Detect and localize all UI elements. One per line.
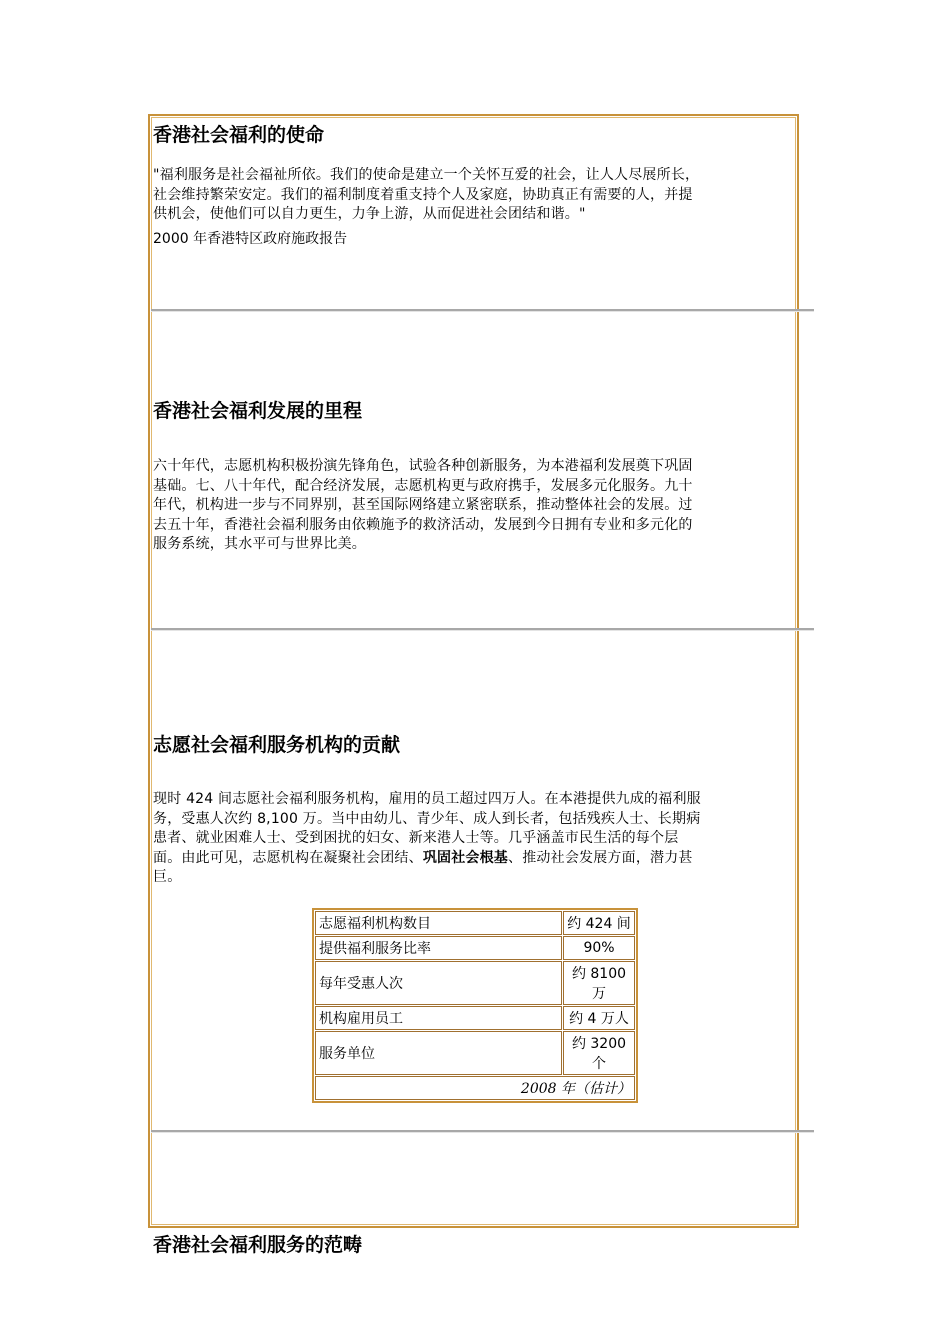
contribution-title: 志愿社会福利服务机构的贡献 — [153, 734, 401, 756]
table-row — [315, 1031, 635, 1075]
milestones-line: 服务系统，其水平可与世界比美。 — [153, 536, 366, 552]
row-value: 约 4 万人 — [563, 1006, 635, 1030]
row-label: 服务单位 — [315, 1031, 562, 1075]
table-row — [315, 936, 635, 960]
stats-table — [312, 908, 638, 1103]
row-label: 每年受惠人次 — [315, 961, 562, 1005]
milestones-title: 香港社会福利发展的里程 — [153, 400, 363, 422]
contribution-line: 患者、就业困难人士、受到困扰的妇女、新来港人士等。几乎涵盖市民生活的每个层 — [153, 830, 679, 846]
table-footnote-row — [315, 1076, 635, 1100]
mission-quote-line: 社会维持繁荣安定。我们的福利制度着重支持个人及家庭，协助真正有需要的人，并提 — [153, 186, 693, 203]
section-divider — [151, 309, 814, 312]
milestones-line: 年代，机构进一步与不同界别，甚至国际网络建立紧密联系，推动整体社会的发展。过 — [153, 497, 693, 513]
table-footnote: 2008 年（估计） — [315, 1076, 635, 1100]
row-label: 志愿福利机构数目 — [315, 911, 562, 935]
scope-title: 香港社会福利服务的范畴 — [153, 1234, 363, 1256]
org-count: 424 — [186, 791, 214, 807]
row-value: 约 424 间 — [563, 911, 635, 935]
table-row — [315, 961, 635, 1005]
section-divider — [151, 628, 814, 631]
section-divider — [151, 1130, 814, 1133]
contribution-line: 务，受惠人次约 8,100 万。当中由幼儿、青少年、成人到长者，包括残疾人士、长期病 — [153, 810, 701, 827]
row-value: 约 8100 万 — [563, 961, 635, 1005]
mission-quote — [153, 166, 791, 225]
contribution-line: 巨。 — [153, 869, 182, 885]
emphasis-text: 巩固社会根基 — [422, 849, 509, 866]
row-value: 90% — [563, 936, 635, 960]
milestones-line: 去五十年，香港社会福利服务由依赖施予的救济活动，发展到今日拥有专业和多元化的 — [153, 516, 693, 533]
contribution-line: 面。由此可见，志愿机构在凝聚社会团结、巩固社会根基、推动社会发展方面，潜力甚 — [153, 849, 693, 866]
mission-quote-line: 供机会，使他们可以自力更生，力争上游，从而促进社会团结和谐。" — [153, 206, 586, 222]
milestones-line: 六十年代，志愿机构积极扮演先锋角色，试验各种创新服务，为本港福利发展奠下巩固 — [153, 458, 693, 474]
contribution-line: 现时 424 间志愿社会福利服务机构，雇用的员工超过四万人。在本港提供九成的福利服 — [153, 791, 701, 807]
row-label: 机构雇用员工 — [315, 1006, 562, 1030]
table-row — [315, 1006, 635, 1030]
beneficiary-count: 8,100 — [257, 810, 299, 827]
table-row — [315, 911, 635, 935]
milestones-paragraph — [153, 457, 791, 555]
row-label: 提供福利服务比率 — [315, 936, 562, 960]
mission-title: 香港社会福利的使命 — [153, 124, 325, 146]
row-value: 约 3200 个 — [563, 1031, 635, 1075]
mission-quote-line: "福利服务是社会福祉所依。我们的使命是建立一个关怀互爱的社会，让人人尽展所长， — [153, 167, 700, 183]
mission-source: 2000 年香港特区政府施政报告 — [153, 231, 348, 247]
milestones-line: 基础。七、八十年代，配合经济发展，志愿机构更与政府携手，发展多元化服务。九十 — [153, 477, 693, 494]
contribution-paragraph — [153, 790, 791, 888]
